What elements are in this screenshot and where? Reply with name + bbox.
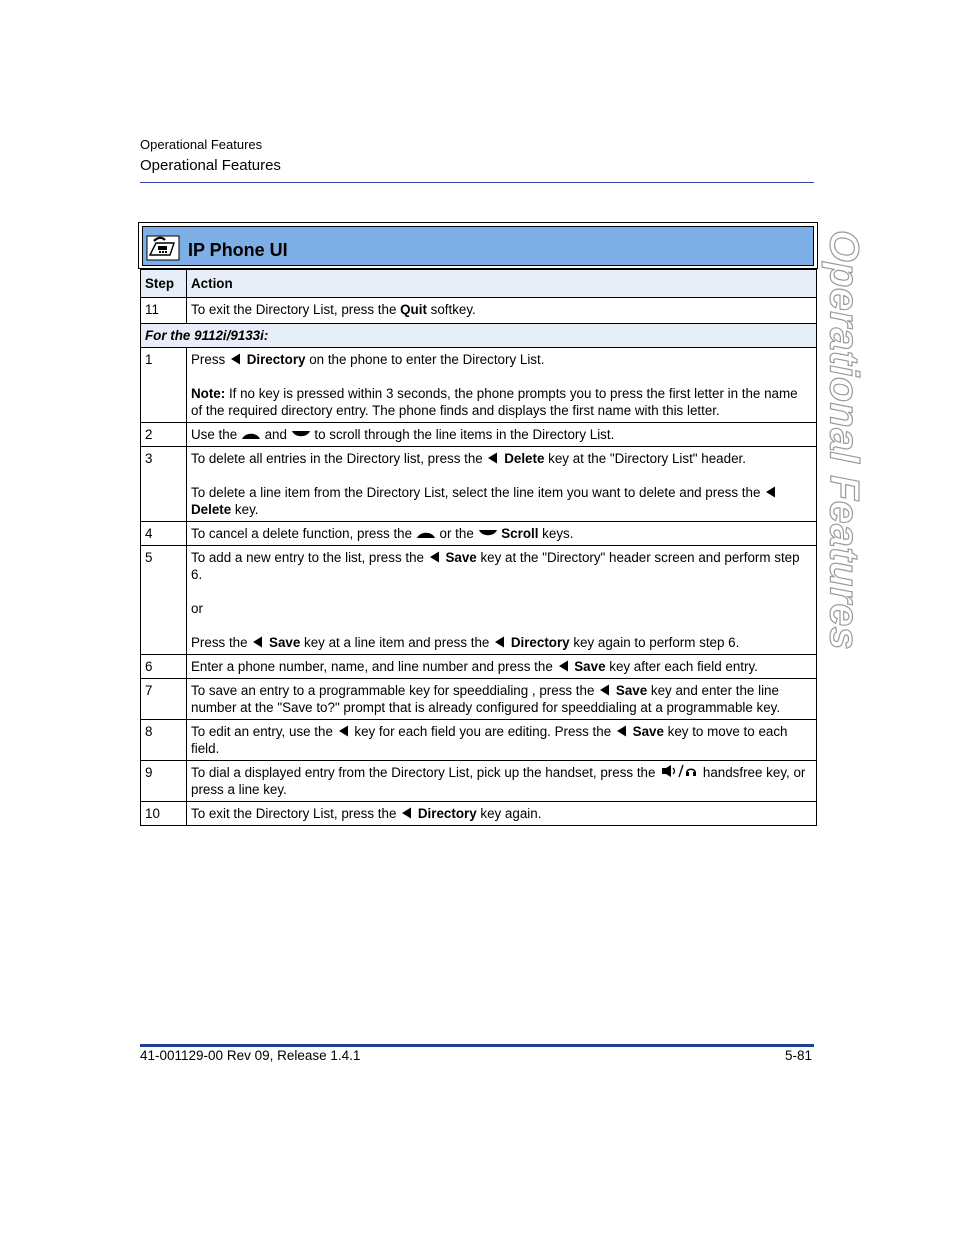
softkey-icon: [557, 660, 571, 672]
step-number: 2: [141, 423, 187, 447]
keyword: Quit: [400, 302, 427, 317]
action-cell: To exit the Directory List, press the Quit softkey.: [187, 298, 817, 324]
action-cell: To cancel a delete function, press the or the Scroll keys.: [187, 522, 817, 546]
softkey-icon: [486, 452, 500, 464]
table-row: [141, 761, 817, 802]
action-cell: To dial a displayed entry from the Directory List, pick up the handset, press the handsfree key, or press a line key.: [187, 761, 817, 802]
table-row: [141, 447, 817, 522]
action-cell: Enter a phone number, name, and line number and press the Save key after each field entry.: [187, 655, 817, 679]
action-cell: Use the and to scroll through the line items in the Directory List.: [187, 423, 817, 447]
table-row: [141, 298, 817, 324]
step-number: 7: [141, 679, 187, 720]
step-number: 1: [141, 348, 187, 423]
softkey-icon: [251, 636, 265, 648]
scroll-down-key-icon: [478, 529, 498, 539]
col-step-header: Step: [141, 270, 187, 298]
table-row: [141, 655, 817, 679]
action-cell: To delete all entries in the Directory list, press the Delete key at the "Directory List" header. To delete a line item from the Directory List, select the line item you want to delete and press the Delete key.: [187, 447, 817, 522]
scroll-up-key-icon: [416, 529, 436, 539]
step-number: 3: [141, 447, 187, 522]
box-title: IP Phone UI: [188, 240, 288, 260]
step-number: 10: [141, 802, 187, 826]
table-header-row: [141, 270, 817, 298]
softkey-icon: [337, 725, 351, 737]
step-number: 11: [141, 298, 187, 324]
step-number: 9: [141, 761, 187, 802]
action-cell: Press Directory on the phone to enter the Directory List. Note: If no key is pressed within 3 seconds, the phone prompts you to press the first letter in the name of the required directory entry. The phone finds and displays the first name with this letter.: [187, 348, 817, 423]
scroll-down-key-icon: [291, 430, 311, 440]
step-number: 4: [141, 522, 187, 546]
table-row: [141, 802, 817, 826]
step-number: 8: [141, 720, 187, 761]
subheading: For the 9112i/9133i:: [141, 324, 817, 348]
softkey-icon: [598, 684, 612, 696]
table-row: [141, 679, 817, 720]
table-row: [141, 546, 817, 655]
table-row: [141, 522, 817, 546]
ip-phone-icon: [146, 235, 180, 261]
action-cell: To save an entry to a programmable key for speeddialing , press the Save key and enter the line number at the "Save to?" prompt that is already configured for speeddialing at a programmable key.: [187, 679, 817, 720]
softkey-icon: [615, 725, 629, 737]
table-row: [141, 423, 817, 447]
side-tab-label: Operational Features: [821, 229, 868, 651]
action-cell: To exit the Directory List, press the Directory key again.: [187, 802, 817, 826]
action-cell: To edit an entry, use the key for each field you are editing. Press the Save key to move to each field.: [187, 720, 817, 761]
footer-page-number: 5-81: [785, 1048, 813, 1063]
section-title: Operational Features: [140, 157, 281, 174]
softkey-icon: [229, 353, 243, 365]
step-number: 5: [141, 546, 187, 655]
scroll-up-key-icon: [241, 430, 261, 440]
step-number: 6: [141, 655, 187, 679]
table-row: [141, 348, 817, 423]
header-rule: [140, 182, 814, 183]
note-label: Note:: [191, 386, 226, 401]
col-action-header: Action: [187, 270, 817, 298]
softkey-icon: [400, 807, 414, 819]
footer-rule: [140, 1044, 814, 1047]
footer-doc-id: 41-001129-00 Rev 09, Release 1.4.1: [140, 1048, 361, 1063]
running-header: Operational Features: [140, 137, 263, 152]
action-cell: To add a new entry to the list, press the Save key at the "Directory" header screen and perform step 6. or Press the Save key at a line item and press the Directory key again to perform step 6.: [187, 546, 817, 655]
subheading-row: [141, 324, 817, 348]
table-row: [141, 720, 817, 761]
softkey-icon: [764, 486, 778, 498]
steps-table: [140, 269, 817, 826]
handsfree-key-icon: [659, 764, 699, 778]
softkey-icon: [493, 636, 507, 648]
side-tab: [821, 229, 868, 651]
softkey-icon: [428, 551, 442, 563]
